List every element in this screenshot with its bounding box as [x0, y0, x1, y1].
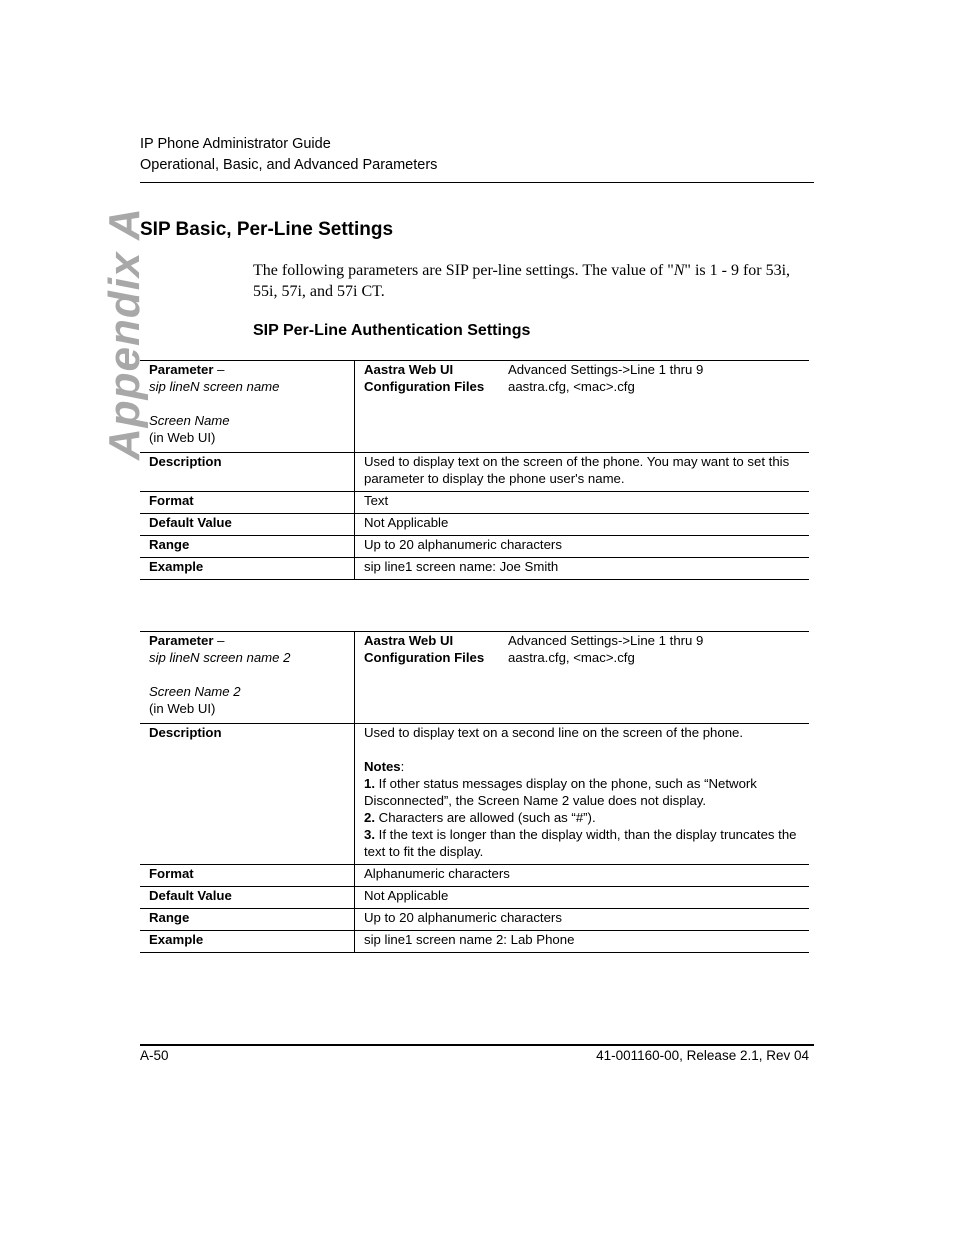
- subsection-title: SIP Per-Line Authentication Settings: [253, 322, 531, 339]
- parameter-cell: [140, 632, 355, 724]
- table-row-range: [140, 536, 809, 558]
- description-value: Used to display text on a second line on the screen of the phone.: [364, 725, 744, 740]
- page-number: A-50: [140, 1048, 169, 1063]
- note-item: [364, 826, 800, 860]
- location-cell: [355, 361, 810, 453]
- description-label: Description: [140, 453, 355, 492]
- document-id: 41-001160-00, Release 2.1, Rev 04: [596, 1048, 809, 1063]
- table-row-default-value: [140, 514, 809, 536]
- in-web-ui-label: (in Web UI): [149, 430, 216, 445]
- note-text: If the text is longer than the display width, than the display truncates the text to fit the display.: [364, 827, 797, 859]
- format-value: Text: [364, 493, 389, 508]
- parameter-table-screen-name-2: [140, 631, 809, 953]
- web-ui-value: Advanced Settings->Line 1 thru 9: [508, 633, 704, 648]
- note-item: [364, 809, 800, 826]
- config-files-label: Configuration Files: [364, 379, 485, 394]
- parameter-label: Parameter: [149, 362, 214, 377]
- range-label: Range: [140, 536, 355, 558]
- section-title: SIP Basic, Per-Line Settings: [140, 219, 394, 240]
- parameter-label: Parameter: [149, 633, 214, 648]
- note-number: 2.: [364, 810, 375, 825]
- header-subtitle: Operational, Basic, and Advanced Parameters: [140, 157, 438, 173]
- location-cell: [355, 632, 810, 724]
- table-row-range: [140, 909, 809, 931]
- description-cell: [355, 724, 810, 865]
- note-text: If other status messages display on the phone, such as “Network Disconnected”, the Screen Name 2 value does not display.: [364, 776, 757, 808]
- format-label: Format: [140, 492, 355, 514]
- config-files-value: aastra.cfg, <mac>.cfg: [508, 650, 635, 665]
- web-ui-name: Screen Name: [149, 413, 230, 428]
- table-row-parameter: [140, 361, 809, 453]
- table-row-example: [140, 931, 809, 953]
- default-value-value: Not Applicable: [364, 888, 449, 903]
- web-ui-name: Screen Name 2: [149, 684, 241, 699]
- range-value: Up to 20 alphanumeric characters: [364, 537, 562, 552]
- default-value-value: Not Applicable: [364, 515, 449, 530]
- in-web-ui-label: (in Web UI): [149, 701, 216, 716]
- format-value: Alphanumeric characters: [364, 866, 510, 881]
- header-rule: [140, 182, 814, 183]
- example-value: sip line1 screen name: Joe Smith: [364, 559, 559, 574]
- parameter-name: sip lineN screen name: [149, 379, 280, 394]
- parameter-name: sip lineN screen name 2: [149, 650, 291, 665]
- web-ui-label: Aastra Web UI: [364, 362, 454, 377]
- description-label: Description: [140, 724, 355, 865]
- range-value: Up to 20 alphanumeric characters: [364, 910, 562, 925]
- parameter-dash: –: [213, 362, 225, 377]
- format-label: Format: [140, 865, 355, 887]
- table-row-example: [140, 558, 809, 580]
- parameter-dash: –: [213, 633, 225, 648]
- table-row-parameter: [140, 632, 809, 724]
- web-ui-value: Advanced Settings->Line 1 thru 9: [508, 362, 704, 377]
- config-files-label: Configuration Files: [364, 650, 485, 665]
- example-value: sip line1 screen name 2: Lab Phone: [364, 932, 575, 947]
- intro-paragraph: [253, 260, 813, 302]
- footer-rule: [140, 1044, 814, 1046]
- note-number: 3.: [364, 827, 375, 842]
- description-value: Used to display text on the screen of the phone. You may want to set this parameter to display the phone user's name.: [364, 454, 790, 486]
- default-value-label: Default Value: [140, 514, 355, 536]
- notes-colon: :: [400, 759, 405, 774]
- config-files-value: aastra.cfg, <mac>.cfg: [508, 379, 635, 394]
- example-label: Example: [140, 931, 355, 953]
- range-label: Range: [140, 909, 355, 931]
- notes-label: Notes: [364, 759, 401, 774]
- note-number: 1.: [364, 776, 375, 791]
- example-label: Example: [140, 558, 355, 580]
- note-text: Characters are allowed (such as “#”).: [375, 810, 596, 825]
- parameter-table-screen-name: [140, 360, 809, 580]
- table-row-default-value: [140, 887, 809, 909]
- parameter-cell: [140, 361, 355, 453]
- table-row-description: [140, 724, 809, 865]
- table-row-format: [140, 865, 809, 887]
- intro-text-after: " is 1 - 9 for 53i, 55i, 57i, and 57i CT.: [253, 262, 791, 300]
- note-item: [364, 775, 800, 809]
- table-row-format: [140, 492, 809, 514]
- intro-variable: N: [673, 262, 685, 279]
- header-title: IP Phone Administrator Guide: [140, 136, 331, 152]
- web-ui-label: Aastra Web UI: [364, 633, 454, 648]
- appendix-side-tab: Appendix A: [100, 207, 149, 460]
- table-row-description: [140, 453, 809, 492]
- intro-text-before: The following parameters are SIP per-line settings. The value of ": [253, 262, 674, 279]
- default-value-label: Default Value: [140, 887, 355, 909]
